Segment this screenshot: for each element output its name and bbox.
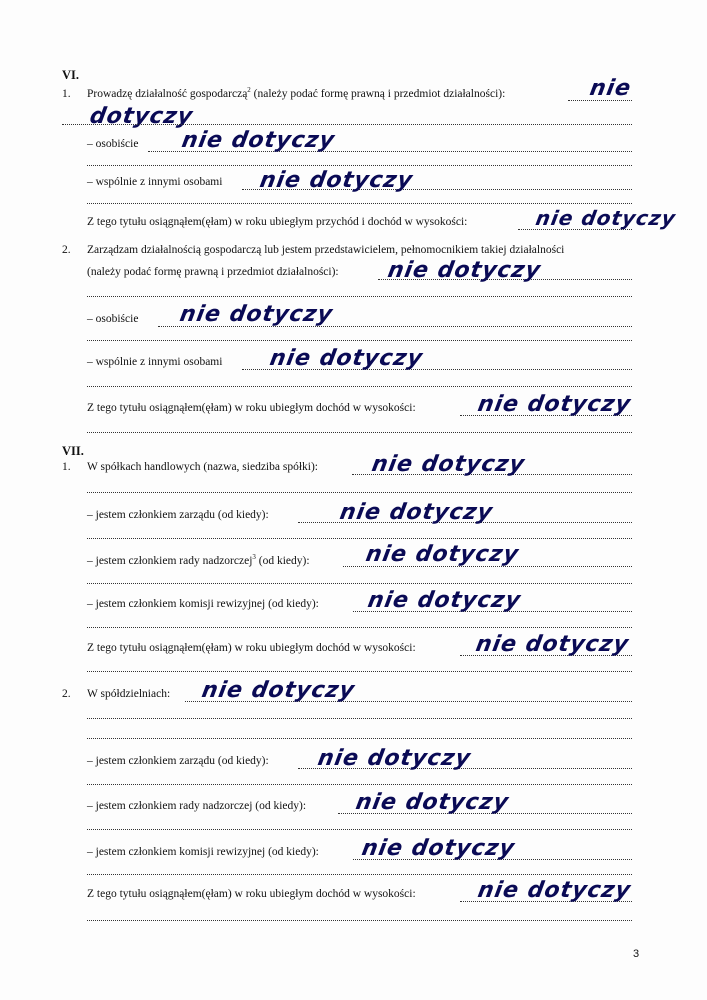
vi-2-number: 2. bbox=[62, 244, 71, 256]
vii-1-audit-label: – jestem członkiem komisji rewizyjnej (od kiedy): bbox=[87, 598, 319, 610]
vi-2-answer: nie dotyczy bbox=[385, 258, 543, 283]
vi-2-jointly-answer: nie dotyczy bbox=[267, 346, 425, 371]
vii-1-label bbox=[62, 461, 318, 473]
vi-1-label-suffix: (należy podać formę prawną i przedmiot działalności): bbox=[250, 87, 506, 100]
answer-line bbox=[87, 829, 632, 830]
answer-line bbox=[62, 124, 632, 125]
vi-1-answer-part2: dotyczy bbox=[87, 104, 196, 129]
answer-line bbox=[87, 583, 632, 584]
vi-1-income-label: Z tego tytułu osiągnąłem(ęłam) w roku ubiegłym przychód i dochód w wysokości: bbox=[87, 216, 468, 228]
answer-line bbox=[87, 784, 632, 785]
vi-2-personally-answer: nie dotyczy bbox=[177, 302, 335, 327]
vi-1-personally-answer: nie dotyczy bbox=[179, 128, 337, 153]
answer-line bbox=[87, 165, 632, 166]
vi-1-label-text: Prowadzę działalność gospodarczą bbox=[87, 87, 248, 100]
answer-line bbox=[87, 340, 632, 341]
answer-line bbox=[87, 538, 632, 539]
vii-1-board-label: – jestem członkiem zarządu (od kiedy): bbox=[87, 509, 269, 521]
vi-2-label-text: Zarządzam działalnością gospodarczą lub jestem przedstawicielem, pełnomocnikiem takiej działalności bbox=[87, 244, 565, 256]
vi-1-income-answer: nie dotyczy bbox=[533, 206, 678, 230]
vi-2-income-label: Z tego tytułu osiągnąłem(ęłam) w roku ubiegłym dochód w wysokości: bbox=[87, 402, 416, 414]
answer-line bbox=[87, 671, 632, 672]
vii-1-supervisory-label bbox=[87, 553, 310, 567]
answer-line bbox=[87, 386, 632, 387]
vii-1-income-answer: nie dotyczy bbox=[473, 632, 631, 657]
answer-line bbox=[87, 203, 632, 204]
vi-1-label bbox=[62, 86, 505, 100]
vii-1-income-label: Z tego tytułu osiągnąłem(ęłam) w roku ubiegłym dochód w wysokości: bbox=[87, 642, 416, 654]
answer-line bbox=[87, 738, 632, 739]
vii-1-audit-answer: nie dotyczy bbox=[365, 588, 523, 613]
vii-1-supervisory-text: – jestem członkiem rady nadzorczej bbox=[87, 554, 253, 567]
vi-1-number: 1. bbox=[62, 87, 71, 100]
answer-line bbox=[87, 718, 632, 719]
vi-1-personally-label: – osobiście bbox=[87, 138, 139, 150]
answer-line bbox=[87, 492, 632, 493]
vi-2-label-line2: (należy podać formę prawną i przedmiot działalności): bbox=[87, 266, 339, 278]
vii-2-board-label: – jestem członkiem zarządu (od kiedy): bbox=[87, 755, 269, 767]
section-vii-heading: VII. bbox=[62, 444, 84, 458]
vi-2-personally-label: – osobiście bbox=[87, 313, 139, 325]
answer-line bbox=[87, 920, 632, 921]
answer-line bbox=[87, 627, 632, 628]
vii-2-label bbox=[62, 688, 170, 700]
vii-1-number: 1. bbox=[62, 461, 71, 473]
vii-2-audit-label: – jestem członkiem komisji rewizyjnej (od kiedy): bbox=[87, 846, 319, 858]
page-number: 3 bbox=[633, 948, 640, 960]
vii-2-audit-answer: nie dotyczy bbox=[359, 836, 517, 861]
vii-2-board-answer: nie dotyczy bbox=[315, 746, 473, 771]
answer-line bbox=[87, 432, 632, 433]
vii-2-answer: nie dotyczy bbox=[199, 678, 357, 703]
vi-2-income-answer: nie dotyczy bbox=[475, 392, 633, 417]
vii-2-income-answer: nie dotyczy bbox=[475, 878, 633, 903]
answer-line bbox=[87, 874, 632, 875]
vii-2-income-label: Z tego tytułu osiągnąłem(ęłam) w roku ubiegłym dochód w wysokości: bbox=[87, 888, 416, 900]
vi-1-jointly-label: – wspólnie z innymi osobami bbox=[87, 176, 223, 188]
vii-2-number: 2. bbox=[62, 688, 71, 700]
vi-2-jointly-label: – wspólnie z innymi osobami bbox=[87, 356, 223, 368]
vii-2-label-text: W spółdzielniach: bbox=[87, 688, 171, 700]
footnote-mark: 2 bbox=[247, 86, 251, 94]
vi-1-answer-part1: nie bbox=[587, 76, 634, 101]
answer-line bbox=[87, 296, 632, 297]
vii-2-supervisory-label: – jestem członkiem rady nadzorczej (od kiedy): bbox=[87, 800, 307, 812]
vii-1-supervisory-answer: nie dotyczy bbox=[363, 542, 521, 567]
vii-1-board-answer: nie dotyczy bbox=[337, 500, 495, 525]
vi-2-label bbox=[62, 244, 564, 256]
footnote-mark: 3 bbox=[252, 553, 256, 561]
vii-1-supervisory-suffix: (od kiedy): bbox=[255, 554, 310, 567]
vii-1-label-text: W spółkach handlowych (nazwa, siedziba spółki): bbox=[87, 461, 318, 473]
section-vi-heading: VI. bbox=[62, 68, 80, 82]
vi-1-jointly-answer: nie dotyczy bbox=[257, 168, 415, 193]
vii-1-answer: nie dotyczy bbox=[369, 452, 527, 477]
vii-2-supervisory-answer: nie dotyczy bbox=[353, 790, 511, 815]
